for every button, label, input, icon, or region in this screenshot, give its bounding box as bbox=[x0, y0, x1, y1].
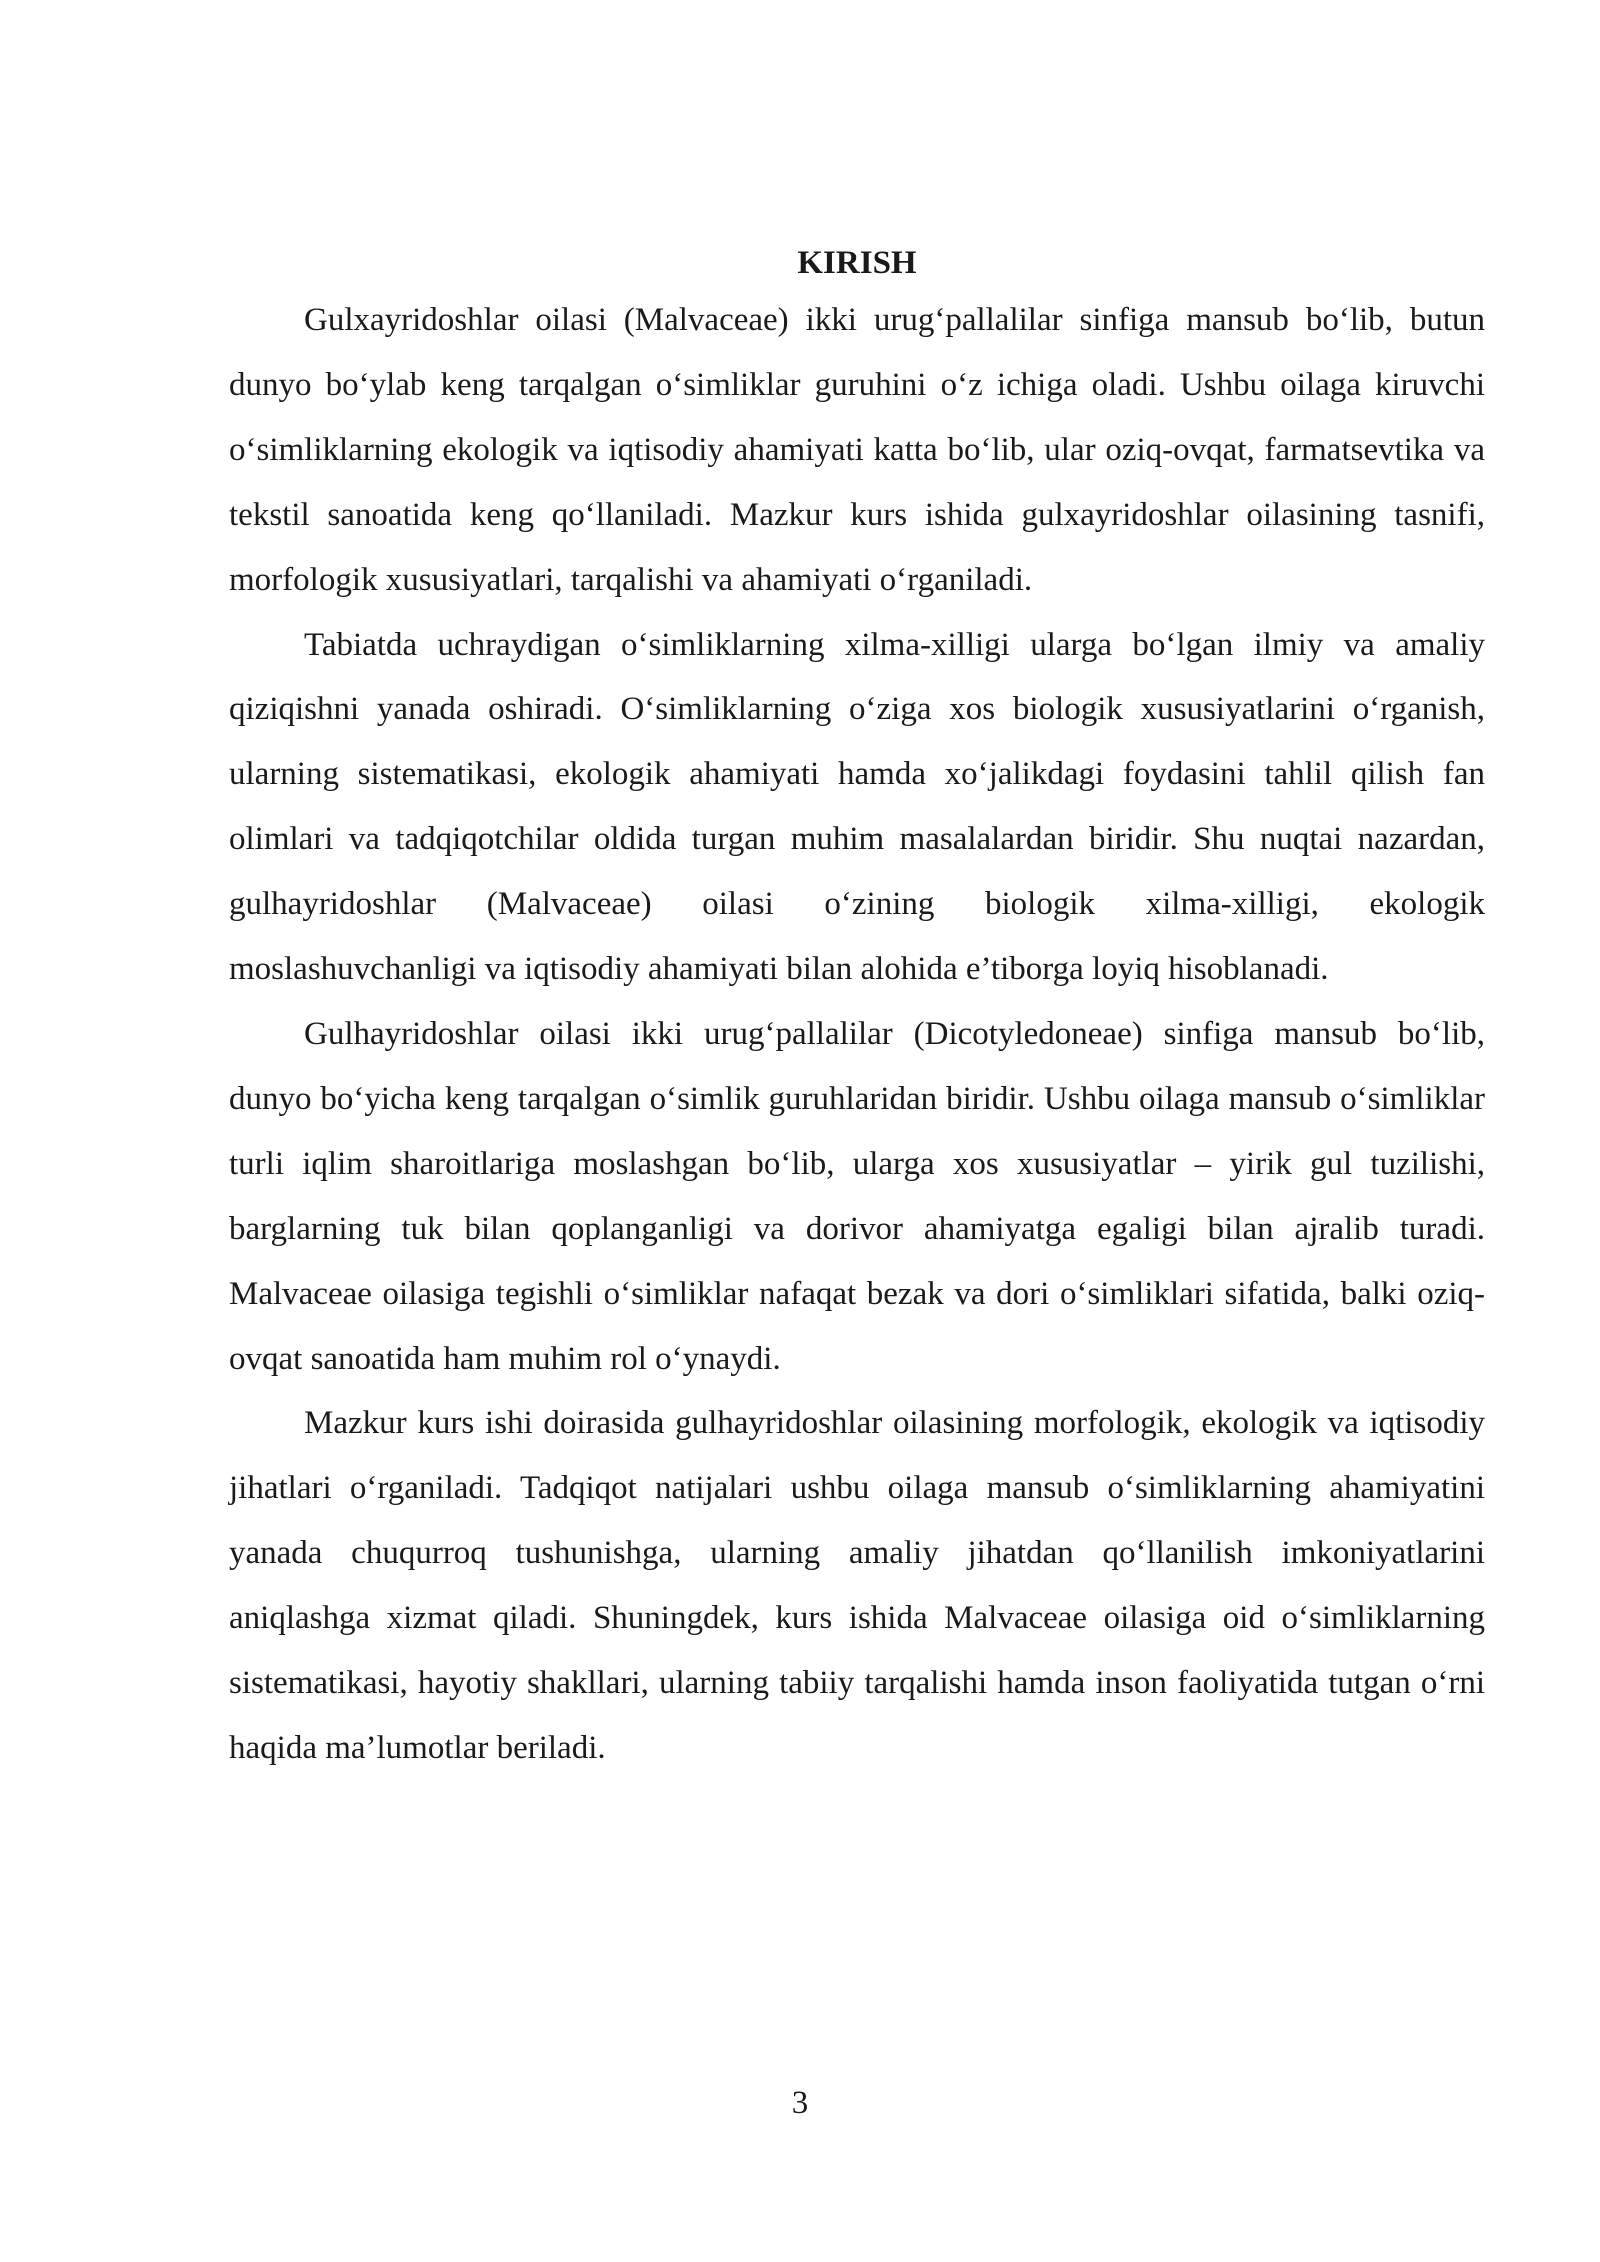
page-number: 3 bbox=[791, 2085, 809, 2121]
page-title: KIRISH bbox=[797, 245, 917, 281]
paragraph-2: Tabiatda uchraydigan o‘simliklarning xilma-xilligi ularga bo‘lgan ilmiy va amaliy qiziqishni yanada oshiradi. O‘simliklarning o‘ziga xos biologik xususiyatlarini o‘rganish, ularning sistematikasi, ekologik ahamiyati hamda xo‘jalikdagi foydasini tahlil qilish fan olimlari va tadqiqotchilar oldida turgan muhim masalalardan biridir. Shu nuqtai nazardan, gulhayridoshlar (Malvaceae) oilasi o‘zining biologik xilma-xilligi, ekologik moslashuvchanligi va iqtisodiy ahamiyati bilan alohida e’tiborga loyiq hisoblanadi. bbox=[229, 626, 1485, 988]
paragraph-3: Gulhayridoshlar oilasi ikki urug‘pallalilar (Dicotyledoneae) sinfiga mansub bo‘lib, dunyo bo‘yicha keng tarqalgan o‘simlik guruhlaridan biridir. Ushbu oilaga mansub o‘simliklar turli iqlim sharoitlariga moslashgan bo‘lib, ularga xos xususiyatlar – yirik gul tuzilishi, barglarning tuk bilan qoplanganligi va dorivor ahamiyatga egaligi bilan ajralib turadi. Malvaceae oilasiga tegishli o‘simliklar nafaqat bezak va dori o‘simliklari sifatida, balki oziq-ovqat sanoatida ham muhim rol o‘ynaydi. bbox=[229, 1015, 1485, 1377]
page-body bbox=[229, 238, 1485, 1781]
paragraph-1: Gulxayridoshlar oilasi (Malvaceae) ikki urug‘pallalilar sinfiga mansub bo‘lib, butun dunyo bo‘ylab keng tarqalgan o‘simliklar guruhini o‘z ichiga oladi. Ushbu oilaga kiruvchi o‘simliklarning ekologik va iqtisodiy ahamiyati katta bo‘lib, ular oziq-ovqat, farmatsevtika va tekstil sanoatida keng qo‘llaniladi. Mazkur kurs ishida gulxayridoshlar oilasining tasnifi, morfologik xususiyatlari, tarqalishi va ahamiyati o‘rganiladi. bbox=[229, 302, 1485, 598]
paragraph-4: Mazkur kurs ishi doirasida gulhayridoshlar oilasining morfologik, ekologik va iqtisodiy jihatlari o‘rganiladi. Tadqiqot natijalari ushbu oilaga mansub o‘simliklarning ahamiyatini yanada chuqurroq tushunishga, ularning amaliy jihatdan qo‘llanilish imkoniyatlarini aniqlashga xizmat qiladi. Shuningdek, kurs ishida Malvaceae oilasiga oid o‘simliklarning sistematikasi, hayotiy shakllari, ularning tabiiy tarqalishi hamda inson faoliyatida tutgan o‘rni haqida ma’lumotlar beriladi. bbox=[229, 1405, 1485, 1766]
